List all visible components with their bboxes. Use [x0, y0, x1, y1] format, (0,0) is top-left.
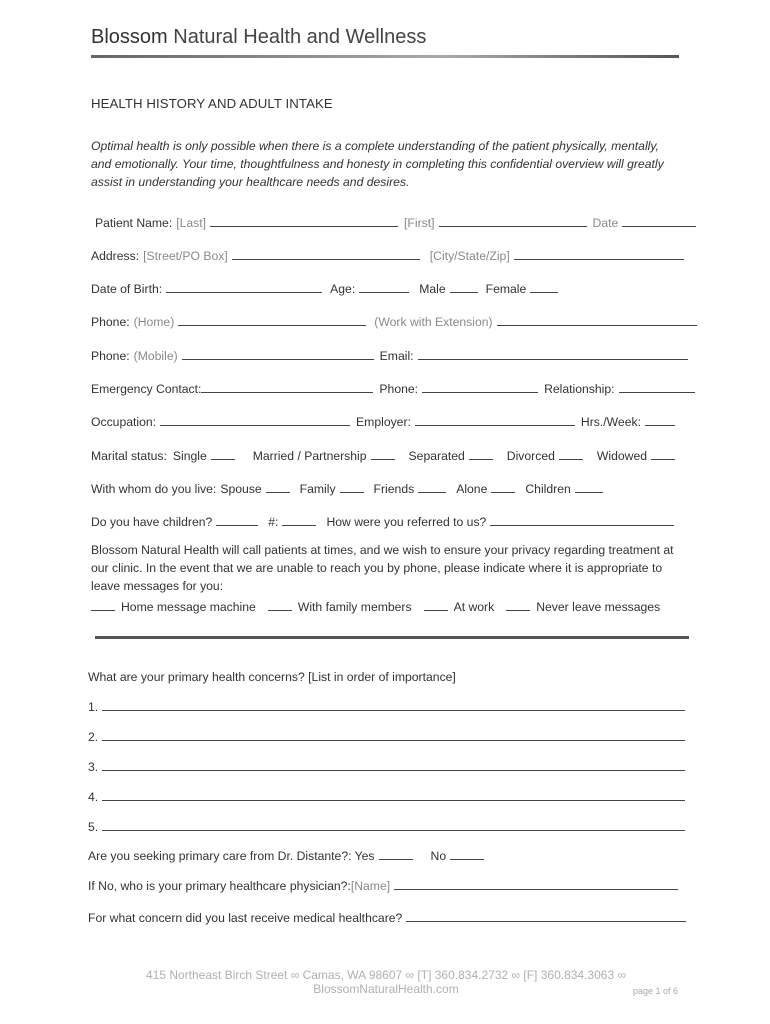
divorced-checkbox[interactable]: [559, 445, 583, 460]
never-leave-label: Never leave messages: [536, 600, 661, 614]
have-children-field[interactable]: [216, 511, 258, 526]
date-field[interactable]: [622, 212, 696, 227]
widowed-label: Widowed: [596, 449, 648, 463]
concern-field-5[interactable]: [102, 816, 685, 831]
street-field[interactable]: [232, 245, 420, 260]
physician-row: [88, 873, 678, 893]
never-leave-checkbox[interactable]: [506, 596, 530, 611]
primary-no-label: No: [430, 849, 447, 863]
physician-field[interactable]: [394, 875, 678, 890]
message-options-row: [91, 594, 664, 614]
city-hint: [City/State/Zip]: [429, 249, 510, 263]
dob-field[interactable]: [166, 278, 322, 293]
last-name-field[interactable]: [210, 212, 398, 227]
occupation-row: [91, 409, 681, 429]
brand-name: Blossom: [91, 26, 168, 48]
alone-label: Alone: [456, 482, 488, 496]
spouse-checkbox[interactable]: [266, 478, 290, 493]
separated-label: Separated: [408, 449, 465, 463]
children-row: [91, 509, 680, 529]
family-members-checkbox[interactable]: [268, 596, 292, 611]
home-machine-label: Home message machine: [121, 600, 256, 614]
male-label: Male: [419, 282, 446, 296]
hours-field[interactable]: [645, 411, 675, 426]
family-checkbox[interactable]: [340, 478, 364, 493]
primary-yes-field[interactable]: [379, 845, 413, 860]
relationship-field[interactable]: [619, 378, 695, 393]
last-care-label: For what concern did you last receive medical healthcare?: [88, 911, 403, 925]
concerns-question: [88, 664, 456, 684]
concern-number: 4.: [88, 790, 99, 804]
last-care-row: [88, 905, 686, 925]
brand-tagline: Natural Health and Wellness: [173, 26, 427, 48]
form-title: HEALTH HISTORY AND ADULT INTAKE: [91, 96, 333, 111]
mobile-phone-field[interactable]: [182, 345, 374, 360]
home-hint: (Home): [133, 315, 175, 329]
work-phone-field[interactable]: [497, 311, 697, 326]
spouse-label: Spouse: [220, 482, 262, 496]
city-field[interactable]: [514, 245, 684, 260]
primary-no-field[interactable]: [450, 845, 484, 860]
concern-number: 2.: [88, 730, 99, 744]
alone-checkbox[interactable]: [491, 478, 515, 493]
emergency-row: [91, 376, 701, 396]
emergency-phone-field[interactable]: [422, 378, 538, 393]
children-count-label: #:: [268, 515, 279, 529]
marital-label: Marital status:: [91, 449, 167, 463]
dob-row: [91, 276, 564, 296]
female-checkbox[interactable]: [530, 278, 558, 293]
concern-field-2[interactable]: [102, 726, 685, 741]
children-count-field[interactable]: [282, 511, 316, 526]
section-divider: [95, 636, 689, 639]
street-hint: [Street/PO Box]: [143, 249, 228, 263]
first-name-hint: [First]: [404, 216, 435, 230]
physician-label: If No, who is your primary healthcare physician?:: [88, 879, 351, 893]
children-label: Children: [525, 482, 571, 496]
separated-checkbox[interactable]: [469, 445, 493, 460]
concern-number: 1.: [88, 700, 99, 714]
at-work-label: At work: [453, 600, 495, 614]
concern-field-1[interactable]: [102, 696, 685, 711]
employer-field[interactable]: [415, 411, 575, 426]
concern-line: [88, 784, 685, 804]
concern-number: 5.: [88, 820, 99, 834]
primary-care-label: Are you seeking primary care from Dr. Distante?: Yes: [88, 849, 375, 863]
friends-label: Friends: [373, 482, 415, 496]
emergency-label: Emergency Contact:: [91, 382, 202, 396]
married-checkbox[interactable]: [371, 445, 395, 460]
mobile-hint: (Mobile): [133, 349, 178, 363]
patient-name-label: Patient Name:: [95, 216, 173, 230]
last-care-field[interactable]: [406, 907, 686, 922]
address-row: [91, 243, 690, 263]
marital-row: [91, 443, 681, 463]
phone-home-row: [91, 309, 703, 329]
friends-checkbox[interactable]: [418, 478, 446, 493]
concern-field-3[interactable]: [102, 756, 685, 771]
work-hint: (Work with Extension): [374, 315, 493, 329]
emergency-contact-field[interactable]: [201, 378, 373, 393]
married-label: Married / Partnership: [252, 449, 367, 463]
primary-care-row: [88, 843, 490, 863]
address-label: Address:: [91, 249, 140, 263]
email-field[interactable]: [418, 345, 688, 360]
widowed-checkbox[interactable]: [651, 445, 675, 460]
last-name-hint: [Last]: [176, 216, 207, 230]
divorced-label: Divorced: [506, 449, 555, 463]
age-field[interactable]: [359, 278, 409, 293]
relationship-label: Relationship:: [544, 382, 615, 396]
date-label: Date: [592, 216, 619, 230]
emergency-phone-label: Phone:: [379, 382, 419, 396]
concern-line: [88, 814, 685, 834]
family-members-label: With family members: [297, 600, 412, 614]
concern-line: [88, 724, 685, 744]
referred-label: How were you referred to us?: [326, 515, 487, 529]
email-label: Email:: [379, 349, 414, 363]
phone-label: Phone:: [91, 349, 130, 363]
occupation-label: Occupation:: [91, 415, 157, 429]
at-work-checkbox[interactable]: [424, 596, 448, 611]
live-with-row: [91, 476, 609, 496]
hours-label: Hrs./Week:: [580, 415, 641, 429]
female-label: Female: [485, 282, 527, 296]
physician-name-hint: [Name]: [350, 879, 391, 893]
intro-paragraph: Optimal health is only possible when there is a complete understanding of the patient physically, mentally, and emotionally. Your time, thoughtfulness and honesty in completing this confidential overview will greatly assist in understanding your healthcare needs and desires.: [91, 139, 664, 189]
concerns-label: What are your primary health concerns? [List in order of importance]: [88, 670, 456, 684]
referred-field[interactable]: [490, 511, 674, 526]
family-label: Family: [299, 482, 336, 496]
single-checkbox[interactable]: [211, 445, 235, 460]
dob-label: Date of Birth:: [91, 282, 163, 296]
page-number: page 1 of 6: [632, 986, 678, 996]
concern-field-4[interactable]: [102, 786, 685, 801]
privacy-paragraph: Blossom Natural Health will call patients at times, and we wish to ensure your privacy regarding treatment at our clinic. In the event that we are unable to reach you by phone, please indicate where it is appropriate to leave messages for you:: [91, 543, 674, 593]
phone-mobile-row: [91, 343, 694, 363]
patient-name-row: [95, 210, 702, 230]
first-name-field[interactable]: [439, 212, 587, 227]
concern-line: [88, 754, 685, 774]
single-label: Single: [172, 449, 207, 463]
phone-label: Phone:: [91, 315, 130, 329]
concern-number: 3.: [88, 760, 99, 774]
footer-contact: 415 Northeast Birch Street ∞ Camas, WA 98607 ∞ [T] 360.834.2732 ∞ [F] 360.834.3063 ∞ BlossomNaturalHealth.com: [145, 968, 627, 996]
clinic-header: [91, 26, 426, 49]
children-checkbox[interactable]: [575, 478, 603, 493]
home-phone-field[interactable]: [178, 311, 366, 326]
have-children-label: Do you have children?: [91, 515, 213, 529]
header-divider: [91, 55, 679, 58]
home-machine-checkbox[interactable]: [91, 596, 115, 611]
occupation-field[interactable]: [160, 411, 350, 426]
employer-label: Employer:: [356, 415, 411, 429]
live-with-label: With whom do you live:: [91, 482, 217, 496]
age-label: Age:: [330, 282, 356, 296]
concern-line: [88, 694, 685, 714]
male-checkbox[interactable]: [450, 278, 478, 293]
